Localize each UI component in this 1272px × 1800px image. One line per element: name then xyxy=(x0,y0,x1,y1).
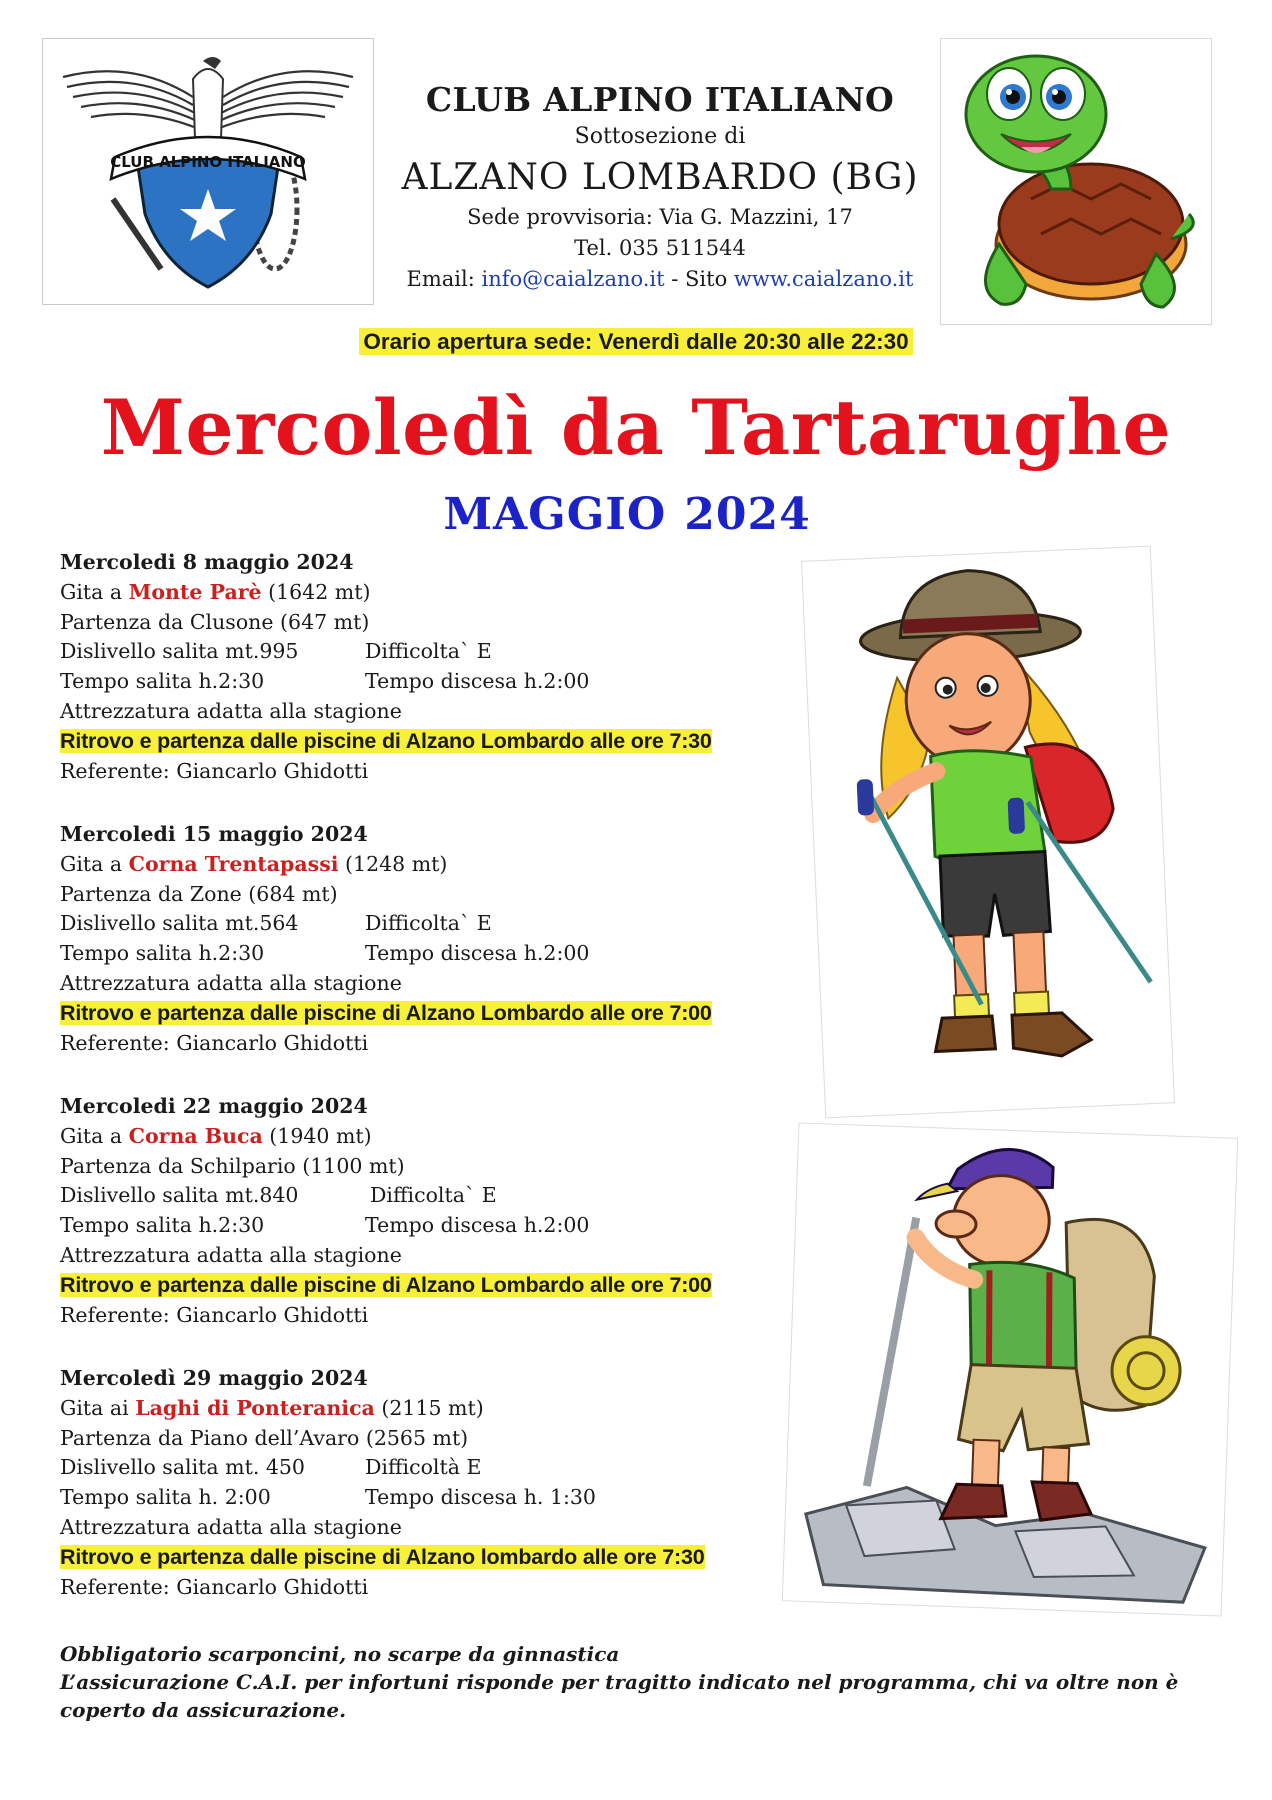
cai-ribbon-text: CLUB ALPINO ITALIANO xyxy=(110,153,306,171)
trip-start: Partenza da Zone (684 mt) xyxy=(60,881,338,906)
trip-climb-row xyxy=(60,909,800,939)
org-name: CLUB ALPINO ITALIANO xyxy=(425,80,895,119)
trip-time-row xyxy=(60,667,800,697)
contacts-line xyxy=(380,264,940,295)
trip-meeting: Ritrovo e partenza dalle piscine di Alzano lombardo alle ore 7:30 xyxy=(60,1544,705,1569)
peak-name: Monte Parè xyxy=(128,579,262,604)
trip-meeting: Ritrovo e partenza dalle piscine di Alzano Lombardo alle ore 7:30 xyxy=(60,728,712,753)
girl-hiker-icon xyxy=(802,547,1174,1118)
trip-contact: Referente: Giancarlo Ghidotti xyxy=(60,1302,369,1327)
destination-prefix: Gita a xyxy=(60,579,129,604)
opening-hours xyxy=(0,329,1272,355)
footer-notes xyxy=(60,1640,1215,1724)
trip-destination xyxy=(60,578,800,608)
website-link[interactable]: www.caialzano.it xyxy=(733,267,914,291)
footer-boots-note: Obbligatorio scarponcini, no scarpe da ginnastica xyxy=(60,1642,620,1666)
cai-logo xyxy=(42,38,374,305)
email-link[interactable]: info@caialzano.it xyxy=(481,267,665,291)
trip-time-row xyxy=(60,939,800,969)
peak-height: (2115 mt) xyxy=(374,1395,484,1420)
trip-equipment: Attrezzatura adatta alla stagione xyxy=(60,698,402,723)
trip-ascent-time: Tempo salita h.2:30 xyxy=(60,669,265,694)
turtle-icon xyxy=(941,39,1211,324)
destination-prefix: Gita a xyxy=(60,1123,129,1148)
address: Sede provvisoria: Via G. Mazzini, 17 xyxy=(467,205,853,229)
trip-entry xyxy=(60,820,800,1058)
man-hiker-icon xyxy=(783,1124,1237,1616)
trip-climb: Dislivello salita mt.564 xyxy=(60,911,299,936)
trip-descent-time: Tempo discesa h.2:00 xyxy=(365,1213,590,1238)
trip-date: Mercoledi 22 maggio 2024 xyxy=(60,1094,368,1118)
trip-date: Mercoledì 29 maggio 2024 xyxy=(60,1366,368,1390)
trip-ascent-time: Tempo salita h.2:30 xyxy=(60,1213,265,1238)
subsection-label: Sottosezione di xyxy=(574,124,746,149)
trip-descent-time: Tempo discesa h.2:00 xyxy=(365,941,590,966)
phone: Tel. 035 511544 xyxy=(574,236,746,260)
trip-climb-row xyxy=(60,637,800,667)
trip-ascent-time: Tempo salita h.2:30 xyxy=(60,941,265,966)
trip-difficulty: Difficolta` E xyxy=(365,911,492,936)
girl-hiker-illustration xyxy=(801,546,1175,1119)
trip-descent-time: Tempo discesa h. 1:30 xyxy=(365,1485,596,1510)
peak-name: Laghi di Ponteranica xyxy=(135,1395,375,1420)
page-title: Mercoledì da Tartarughe xyxy=(100,383,1172,472)
trip-meeting: Ritrovo e partenza dalle piscine di Alzano Lombardo alle ore 7:00 xyxy=(60,1000,712,1025)
trip-equipment: Attrezzatura adatta alla stagione xyxy=(60,1514,402,1539)
email-label: Email: xyxy=(406,267,482,291)
trip-start: Partenza da Piano dell’Avaro (2565 mt) xyxy=(60,1425,469,1450)
destination-prefix: Gita a xyxy=(60,851,129,876)
trip-climb-row xyxy=(60,1453,800,1483)
footer-insurance-note: L’assicurazione C.A.I. per infortuni risponde per tragitto indicato nel programma, chi va oltre non è coperto da assicurazione. xyxy=(60,1670,1179,1722)
trip-ascent-time: Tempo salita h. 2:00 xyxy=(60,1485,271,1510)
trip-meeting-row xyxy=(60,1543,800,1573)
trip-destination xyxy=(60,1394,800,1424)
peak-height: (1642 mt) xyxy=(261,579,371,604)
site-label: - Sito xyxy=(664,267,734,291)
trip-start: Partenza da Schilpario (1100 mt) xyxy=(60,1153,405,1178)
trip-contact: Referente: Giancarlo Ghidotti xyxy=(60,1030,369,1055)
peak-height: (1940 mt) xyxy=(262,1123,372,1148)
peak-height: (1248 mt) xyxy=(338,851,448,876)
trip-meeting-row xyxy=(60,1271,800,1301)
trip-destination xyxy=(60,1122,800,1152)
trip-climb: Dislivello salita mt. 450 xyxy=(60,1455,305,1480)
peak-name: Corna Buca xyxy=(128,1123,263,1148)
section-name: ALZANO LOMBARDO (BG) xyxy=(401,157,919,198)
month-heading xyxy=(0,489,1272,541)
peak-name: Corna Trentapassi xyxy=(128,851,339,876)
trip-meeting-row xyxy=(60,999,800,1029)
turtle-illustration xyxy=(940,38,1212,325)
trip-difficulty: Difficolta` E xyxy=(365,639,492,664)
trip-start: Partenza da Clusone (647 mt) xyxy=(60,609,370,634)
trip-entry xyxy=(60,1364,800,1602)
trip-date: Mercoledi 15 maggio 2024 xyxy=(60,822,368,846)
trip-descent-time: Tempo discesa h.2:00 xyxy=(365,669,590,694)
trip-meeting-row xyxy=(60,727,800,757)
trip-contact: Referente: Giancarlo Ghidotti xyxy=(60,1574,369,1599)
trip-climb: Dislivello salita mt.995 xyxy=(60,639,299,664)
trip-entry xyxy=(60,1092,800,1330)
trip-entry xyxy=(60,548,800,786)
cai-eagle-shield-icon xyxy=(43,39,373,304)
trip-date: Mercoledi 8 maggio 2024 xyxy=(60,550,354,574)
trip-meeting: Ritrovo e partenza dalle piscine di Alzano Lombardo alle ore 7:00 xyxy=(60,1272,712,1297)
trip-contact: Referente: Giancarlo Ghidotti xyxy=(60,758,369,783)
destination-prefix: Gita ai xyxy=(60,1395,136,1420)
month-name: MAGGIO xyxy=(443,489,667,540)
trip-destination xyxy=(60,850,800,880)
trip-difficulty: Difficolta` E xyxy=(370,1183,497,1208)
man-hiker-illustration xyxy=(782,1122,1238,1616)
opening-hours-text: Orario apertura sede: Venerdì dalle 20:30 alle 22:30 xyxy=(359,328,912,355)
trip-equipment: Attrezzatura adatta alla stagione xyxy=(60,1242,402,1267)
trip-climb-row xyxy=(60,1181,800,1211)
trip-time-row xyxy=(60,1483,800,1513)
club-header xyxy=(380,78,940,295)
trip-equipment: Attrezzatura adatta alla stagione xyxy=(60,970,402,995)
trip-difficulty: Difficoltà E xyxy=(365,1455,482,1480)
trip-time-row xyxy=(60,1211,800,1241)
month-year: 2024 xyxy=(684,489,811,540)
trip-climb: Dislivello salita mt.840 xyxy=(60,1183,299,1208)
